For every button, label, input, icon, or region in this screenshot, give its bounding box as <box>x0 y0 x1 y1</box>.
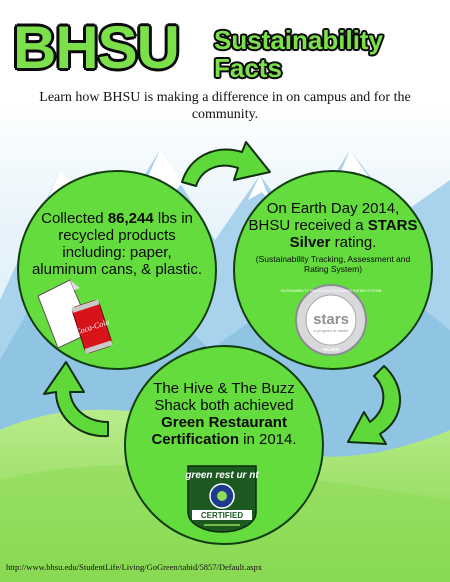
subtitle: Learn how BHSU is making a difference in on campus and for the community. <box>39 90 411 122</box>
restaurant-fact-text: The Hive & The Buzz Shack both achieved Green Restaurant Certification in 2014. <box>151 380 297 448</box>
source-url: http://www.bhsu.edu/StudentLife/Living/GoGreen/tabid/5857/Default.aspx <box>6 562 263 572</box>
stars-silver-seal-icon <box>280 283 382 357</box>
svg-text:stars: stars <box>313 311 349 328</box>
stars-fact-text: On Earth Day 2014, BHSU received a STARS Silver rating. <box>248 200 418 251</box>
stars-acronym-note: (Sustainability Tracking, Assessment and Rating System) <box>255 254 411 274</box>
cycle-arrow-right-icon <box>340 360 412 450</box>
svg-text:CERTIFIED: CERTIFIED <box>200 511 244 520</box>
recycling-fact-text: Collected 86,244 lbs in recycled products including: paper, aluminum cans, & plastic. <box>31 210 203 278</box>
title-sustainability: Sustainability <box>214 25 384 55</box>
stars-rating: STARS Silver <box>289 217 418 251</box>
cycle-arrow-left-icon <box>36 358 118 448</box>
svg-text:SUSTAINABILITY TRACKING ASSESS: SUSTAINABILITY TRACKING ASSESSMENT RATING SYSTEM <box>280 289 382 293</box>
title-bhsu: BHSU <box>13 14 180 81</box>
svg-text:SILVER: SILVER <box>323 347 339 352</box>
green-restaurant-badge-icon <box>182 462 262 534</box>
cycle-arrow-top-icon <box>176 138 276 198</box>
recycling-amount: 86,244 <box>107 210 154 227</box>
svg-text:green rest ur nt: green rest ur nt <box>185 470 259 481</box>
restaurant-cert: Green Restaurant Certification <box>151 414 287 448</box>
svg-text:a program of aashe: a program of aashe <box>313 328 349 333</box>
title-facts: Facts <box>214 53 282 83</box>
paper-and-can-icon <box>34 276 124 356</box>
coke-logo-text: Coca-Cola <box>74 317 111 337</box>
